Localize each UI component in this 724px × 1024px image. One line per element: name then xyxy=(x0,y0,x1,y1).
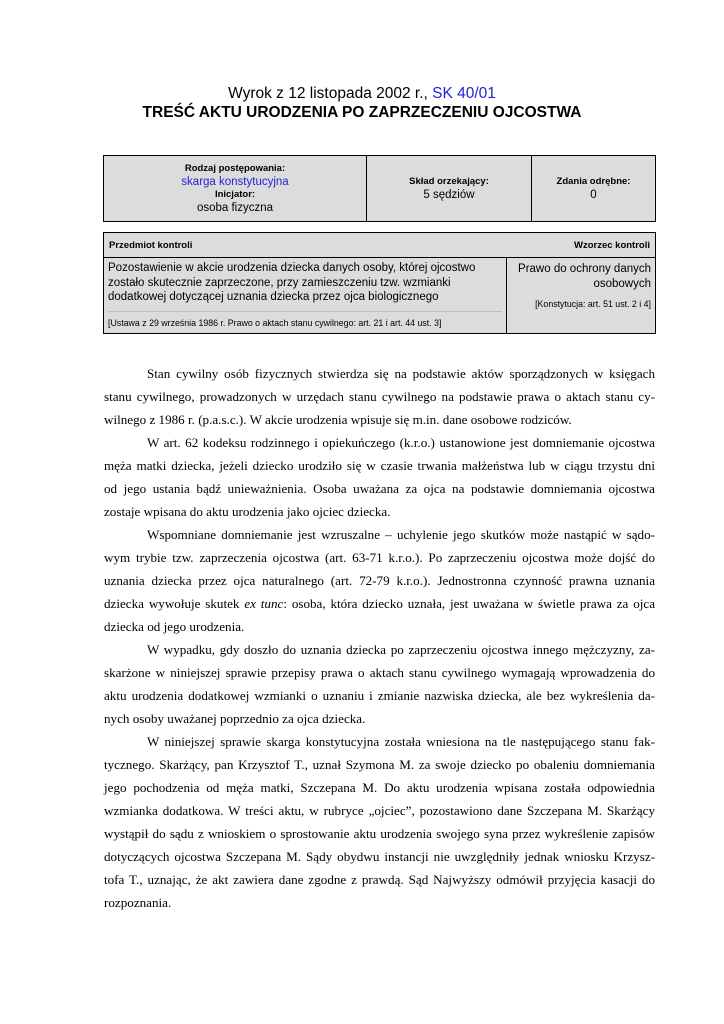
pattern-reference: [Konstytucja: art. 51 ust. 2 i 4] xyxy=(535,299,651,309)
subject-divider xyxy=(108,311,502,312)
dissent-value: 0 xyxy=(590,188,597,201)
subject-line: zostało skutecznie zaprzeczone, przy zamieszczeniu tzw. wzmianki xyxy=(108,276,451,289)
proceeding-cell xyxy=(104,156,367,221)
proceeding-label: Rodzaj postępowania: xyxy=(184,162,286,174)
judgment-subtitle: TREŚĆ AKTU URODZENIA PO ZAPRZECZENIU OJCOSTWA xyxy=(142,104,582,121)
pattern-cell xyxy=(507,258,655,334)
judgment-date: Wyrok z 12 listopada 2002 r., xyxy=(228,85,433,102)
paragraph-line: Stan cywilny osób fizycznych stwierdza się na podstawie aktów sporządzonych w księgach xyxy=(147,366,655,381)
paragraph-line: W art. 62 kodeksu rodzinnego i opiekuńczego (k.r.o.) ustanowione jest domniemanie ojcostwa xyxy=(147,435,655,450)
paragraph-line: zostaje wpisana do aktu urodzenia jako ojciec dziecka. xyxy=(104,504,391,519)
line-segment: : osoba, która dziecko uznała, jest uważana w świetle prawa za ojca xyxy=(283,596,656,611)
control-box-body xyxy=(104,258,655,334)
paragraph-line: W wypadku, gdy doszło do uznania dziecka po zaprzeczeniu ojcostwa innego mężczyzny, za- xyxy=(147,642,655,657)
case-info-box xyxy=(103,155,656,222)
paragraph-line: od jego ustania bądź unieważnienia. Osoba uważana za ojca na podstawie domniemania ojcostwa xyxy=(104,481,655,496)
line-segment: dziecka wywołuje skutek xyxy=(104,596,245,611)
case-signature-link[interactable]: SK 40/01 xyxy=(432,85,496,102)
judgment-title xyxy=(0,85,724,103)
paragraph-line: dotyczących ojcostwa Szczepana M. Sądy obydwu instancji nie uwzględniły jednak wniosku Krzysz- xyxy=(104,849,655,864)
paragraph-line: tofa T., uznając, że akt zawiera dane zgodne z prawdą. Sąd Najwyższy odmówił przyjęcia kasacji do xyxy=(104,872,655,887)
dissent-label: Zdania odrębne: xyxy=(556,175,631,187)
paragraph-line: stanu cywilnego, prowadzonych w urzędach stanu cywilnego na podstawie prawa o aktach stanu cy- xyxy=(104,389,655,404)
subject-law-reference: [Ustawa z 29 września 1986 r. Prawo o aktach stanu cywilnego: art. 21 i art. 44 ust. 3] xyxy=(108,318,442,328)
paragraph-line: uznania dziecka przez ojca naturalnego (art. 72-79 k.r.o.). Jednostronna czynność prawna uznania xyxy=(104,573,655,588)
subject-line: dodatkowej dotyczącej uznania dziecka przez ojca biologicznego xyxy=(108,291,439,303)
latin-term: ex tunc xyxy=(244,596,284,611)
subject-header: Przedmiot kontroli xyxy=(109,239,193,251)
paragraph-line: aktu urodzenia dodatkowej wzmianki o uznaniu i zmianie nazwiska dziecka, ale bez wykreślenia da- xyxy=(104,688,655,703)
pattern-text xyxy=(511,262,651,291)
paragraph-line: jego pochodzenia od męża matki, Szczepana M. Do aktu urodzenia wpisana została odpowiednia xyxy=(104,780,655,795)
paragraph-line: wystąpił do sądu z wnioskiem o sprostowanie aktu urodzenia swojego syna przez wykreślenie zapisów xyxy=(104,826,655,841)
dissent-cell xyxy=(532,156,655,221)
paragraph-line: rozpoznania. xyxy=(104,895,172,910)
paragraph-line: skarżone w niniejszej sprawie przepisy prawa o aktach stanu cywilnego wymagają wprowadzenia do xyxy=(104,665,655,680)
initiator-label: Inicjator: xyxy=(214,188,256,200)
subject-text xyxy=(108,261,502,305)
subject-cell xyxy=(104,258,507,334)
paragraph-line: dziecka od jego urodzenia. xyxy=(104,619,245,634)
body-text xyxy=(104,362,655,914)
control-box-header xyxy=(104,233,655,258)
paragraph-line: męża matki dziecka, jeżeli dziecko urodziło się w czasie trwania małżeństwa lub w ciągu trzystu dni xyxy=(104,458,655,473)
initiator-value: osoba fizyczna xyxy=(196,201,274,214)
paragraph-line: nych osoby uważanej poprzednio za ojca dziecka. xyxy=(104,711,366,726)
paragraph-line xyxy=(104,592,655,615)
paragraph-line: wym trybie tzw. zaprzeczenia ojcostwa (art. 63-71 k.r.o.). Po zaprzeczeniu ojcostwa może dojść do xyxy=(104,550,655,565)
paragraph-line: tycznego. Skarżący, pan Krzysztof T., uznał Szymona M. za swoje dziecko po obaleniu domniemania xyxy=(104,757,655,772)
bench-label: Skład orzekający: xyxy=(409,175,489,187)
proceeding-value-link[interactable]: skarga konstytucyjna xyxy=(181,175,289,188)
paragraph-line: wzmianka dodatkowa. W treści aktu, w rubryce „ojciec”, pozostawiono dane Szczepana M. Skarżący xyxy=(104,803,655,818)
bench-cell xyxy=(367,156,532,221)
pattern-line: Prawo do ochrony danych xyxy=(518,263,651,275)
bench-value: 5 sędziów xyxy=(423,188,475,201)
subject-line: Pozostawienie w akcie urodzenia dziecka danych osoby, której ojcostwo xyxy=(108,262,476,274)
pattern-header: Wzorzec kontroli xyxy=(573,239,650,251)
paragraph-line: Wspomniane domniemanie jest wzruszalne – uchylenie jego skutków może nastąpić w sądo- xyxy=(147,527,655,542)
paragraph-line: W niniejszej sprawie skarga konstytucyjna została wniesiona na tle następującego stanu fak- xyxy=(147,734,655,749)
pattern-line: osobowych xyxy=(593,277,651,290)
control-box xyxy=(103,232,656,334)
paragraph-line: wilnego z 1986 r. (p.a.s.c.). W akcie urodzenia wpisuje się m.in. dane osobowe rodziców. xyxy=(104,412,572,427)
